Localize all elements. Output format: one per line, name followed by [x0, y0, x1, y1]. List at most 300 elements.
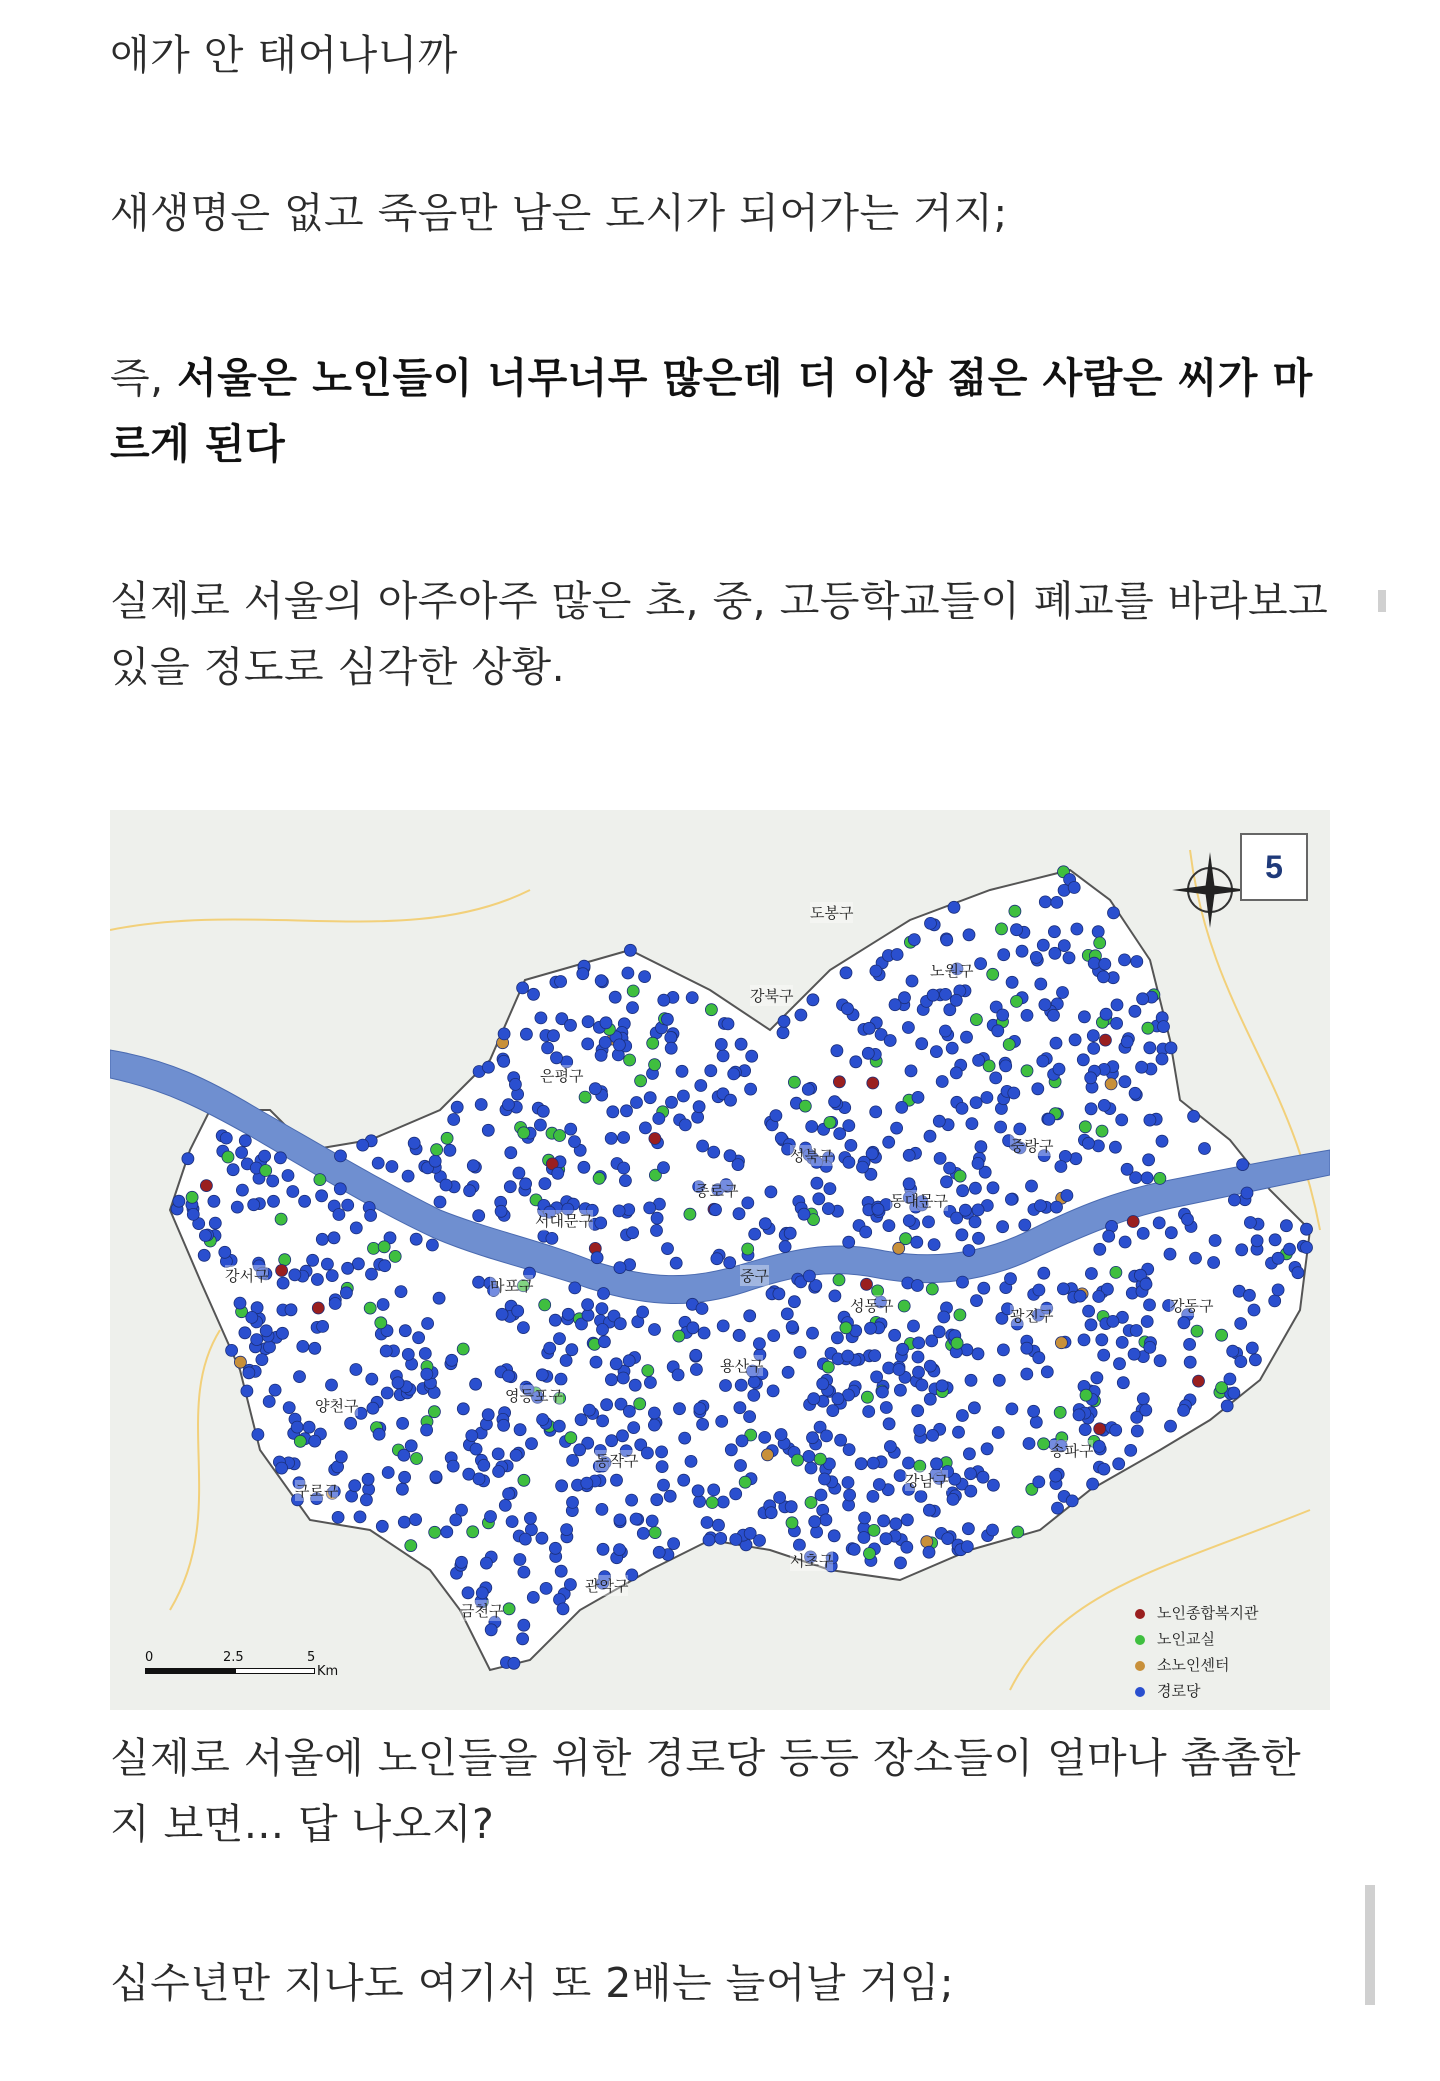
facility-dot — [1057, 987, 1069, 999]
facility-dot — [1269, 1234, 1281, 1246]
facility-dot — [1292, 1267, 1304, 1279]
facility-dot — [495, 1205, 507, 1217]
facility-dot — [434, 1196, 446, 1208]
facility-dot — [382, 1467, 394, 1479]
facility-dot — [1114, 1358, 1126, 1370]
facility-dot — [690, 1364, 702, 1376]
legend-item-senior-hall — [1135, 1678, 1258, 1704]
facility-dot — [1301, 1223, 1313, 1235]
facility-dot — [1117, 1377, 1129, 1389]
facility-dot — [728, 1068, 740, 1080]
facility-dot — [1058, 940, 1070, 952]
facility-dot — [263, 1396, 275, 1408]
facility-dot — [1136, 1061, 1148, 1073]
facility-dot — [713, 1519, 725, 1531]
facility-dot — [933, 1115, 945, 1127]
facility-dot — [590, 1356, 602, 1368]
facility-dot — [649, 1059, 661, 1071]
facility-dot — [665, 1042, 677, 1054]
facility-dot — [236, 1147, 248, 1159]
facility-dot — [936, 1076, 948, 1088]
facility-dot — [1142, 1022, 1154, 1034]
facility-dot — [708, 1146, 720, 1158]
facility-dot — [665, 1032, 677, 1044]
facility-dot — [326, 1379, 338, 1391]
paragraph-1: 애가 안 태어나니까 — [110, 31, 458, 79]
facility-dot — [1235, 1356, 1247, 1368]
facility-dot — [963, 1245, 975, 1257]
facility-dot — [402, 1170, 414, 1182]
facility-dot — [239, 1135, 251, 1147]
facility-dot — [941, 934, 953, 946]
facility-dot — [840, 967, 852, 979]
facility-dot — [1244, 1217, 1256, 1229]
facility-dot — [473, 1473, 485, 1485]
facility-dot — [938, 1311, 950, 1323]
facility-dot — [1272, 1284, 1284, 1296]
facility-dot — [762, 1449, 774, 1461]
facility-dot — [711, 1253, 723, 1265]
facility-dot — [833, 1076, 845, 1088]
facility-dot — [715, 1532, 727, 1544]
facility-dot — [1137, 1227, 1149, 1239]
facility-dot — [536, 1369, 548, 1381]
facility-dot — [431, 1144, 443, 1156]
facility-dot — [345, 1417, 357, 1429]
paragraph-5: 실제로 서울에 노인들을 위한 경로당 등등 장소들이 얼마나 촘촘한지 보면... 답 나오지? — [110, 1734, 1302, 1848]
facility-dot — [901, 1541, 913, 1553]
facility-dot — [1043, 1113, 1055, 1125]
facility-dot — [858, 1532, 870, 1544]
paragraph-3-prefix: 즉, — [110, 354, 178, 402]
facility-dot — [639, 971, 651, 983]
facility-dot — [219, 1246, 231, 1258]
facility-dot — [553, 1420, 565, 1432]
facility-dot — [1269, 1295, 1281, 1307]
facility-dot — [350, 1222, 362, 1234]
facility-dot — [1079, 1121, 1091, 1133]
facility-dot — [605, 1374, 617, 1386]
facility-dot — [1103, 1230, 1115, 1242]
facility-dot — [798, 1208, 810, 1220]
facility-dot — [316, 1233, 328, 1245]
facility-dot — [1063, 952, 1075, 964]
facility-dot — [362, 1473, 374, 1485]
facility-dot — [912, 1091, 924, 1103]
facility-dot — [277, 1277, 289, 1289]
facility-dot — [578, 1161, 590, 1173]
facility-dot — [482, 1061, 494, 1073]
facility-dot — [1116, 1114, 1128, 1126]
facility-dot — [873, 1479, 885, 1491]
facility-dot — [913, 1337, 925, 1349]
facility-dot — [519, 1533, 531, 1545]
facility-dot — [623, 1355, 635, 1367]
facility-dot — [248, 1199, 260, 1211]
facility-dot — [831, 1332, 843, 1344]
facility-dot — [862, 1047, 874, 1059]
facility-dot — [649, 1527, 661, 1539]
facility-dot — [784, 1227, 796, 1239]
facility-dot — [534, 1119, 546, 1131]
facility-dot — [539, 1299, 551, 1311]
facility-dot — [198, 1249, 210, 1261]
facility-dot — [413, 1332, 425, 1344]
facility-dot — [375, 1317, 387, 1329]
facility-dot — [963, 1448, 975, 1460]
facility-dot — [1113, 1458, 1125, 1470]
facility-dot — [220, 1132, 232, 1144]
facility-dot — [222, 1151, 234, 1163]
facility-dot — [405, 1440, 417, 1452]
facility-dot — [560, 1355, 572, 1367]
facility-dot — [1227, 1345, 1239, 1357]
facility-dot — [686, 992, 698, 1004]
facility-dot — [513, 1167, 525, 1179]
facility-dot — [754, 1535, 766, 1547]
facility-dot — [1087, 1030, 1099, 1042]
facility-dot — [951, 1337, 963, 1349]
facility-dot — [291, 1421, 303, 1433]
facility-dot — [1093, 1440, 1105, 1452]
facility-dot — [367, 1402, 379, 1414]
facility-dot — [759, 1431, 771, 1443]
facility-dot — [969, 1216, 981, 1228]
facility-dot — [972, 1157, 984, 1169]
facility-dot — [973, 1054, 985, 1066]
facility-dot — [912, 1351, 924, 1363]
facility-dot — [234, 1356, 246, 1368]
facility-dot — [883, 1136, 895, 1148]
facility-dot — [824, 1117, 836, 1129]
facility-dot — [868, 1524, 880, 1536]
facility-dot — [939, 1025, 951, 1037]
facility-dot — [889, 1329, 901, 1341]
facility-dot — [969, 1182, 981, 1194]
facility-dot — [597, 1324, 609, 1336]
facility-dot — [456, 1556, 468, 1568]
facility-dot — [1050, 1470, 1062, 1482]
facility-dot — [329, 1298, 341, 1310]
facility-dot — [1014, 1123, 1026, 1135]
facility-dot — [614, 1514, 626, 1526]
facility-dot — [597, 1543, 609, 1555]
facility-dot — [685, 1455, 697, 1467]
facility-dot — [1165, 1420, 1177, 1432]
facility-dot — [505, 1147, 517, 1159]
facility-dot — [617, 1430, 629, 1442]
facility-dot — [684, 1208, 696, 1220]
facility-dot — [1051, 1201, 1063, 1213]
facility-dot — [677, 1090, 689, 1102]
facility-dot — [510, 1449, 522, 1461]
facility-dot — [898, 1300, 910, 1312]
facility-dot — [630, 1513, 642, 1525]
facility-dot — [457, 1403, 469, 1415]
facility-dot — [911, 1236, 923, 1248]
facility-dot — [860, 1226, 872, 1238]
facility-dot — [637, 1527, 649, 1539]
facility-dot — [913, 1366, 925, 1378]
facility-dot — [357, 1139, 369, 1151]
facility-dot — [517, 982, 529, 994]
facility-dot — [1182, 1213, 1194, 1225]
facility-dot — [696, 1303, 708, 1315]
legend-item-senior-class — [1135, 1626, 1258, 1652]
facility-dot — [1228, 1194, 1240, 1206]
facility-dot — [581, 1477, 593, 1489]
facility-dot — [1105, 1078, 1117, 1090]
facility-dot — [903, 1178, 915, 1190]
facility-dot — [1037, 1055, 1049, 1067]
facility-dot — [611, 1474, 623, 1486]
facility-dot — [915, 1490, 927, 1502]
facility-dot — [1130, 1172, 1142, 1184]
facility-dot — [668, 1538, 680, 1550]
facility-dot — [842, 1003, 854, 1015]
facility-dot — [779, 1241, 791, 1253]
legend-item-welfare-center — [1135, 1600, 1258, 1626]
facility-dot — [781, 1308, 793, 1320]
facility-dot — [1111, 1017, 1123, 1029]
facility-dot — [309, 1342, 321, 1354]
facility-dot — [957, 1185, 969, 1197]
facility-dot — [662, 1243, 674, 1255]
orange-dot-icon — [1135, 1661, 1145, 1671]
facility-dot — [350, 1364, 362, 1376]
facility-dot — [792, 1454, 804, 1466]
seoul-senior-facility-map — [110, 810, 1330, 1710]
facility-dot — [182, 1153, 194, 1165]
facility-dot — [809, 1516, 821, 1528]
facility-dot — [239, 1327, 251, 1339]
facility-dot — [947, 1493, 959, 1505]
facility-dot — [996, 923, 1008, 935]
facility-dot — [1099, 1034, 1111, 1046]
facility-dot — [720, 1380, 732, 1392]
facility-dot — [884, 1035, 896, 1047]
facility-dot — [867, 1457, 879, 1469]
facility-dot — [1005, 1273, 1017, 1285]
facility-dot — [552, 1167, 564, 1179]
facility-dot — [1144, 1042, 1156, 1054]
facility-dot — [1033, 1284, 1045, 1296]
facility-dot — [990, 1072, 1002, 1084]
facility-dot — [1021, 1065, 1033, 1077]
facility-dot — [473, 1210, 485, 1222]
facility-dot — [1221, 1400, 1233, 1412]
facility-dot — [724, 1257, 736, 1269]
district-label-songpa: 송파구 — [1050, 1442, 1094, 1460]
facility-dot — [600, 1017, 612, 1029]
facility-dot — [733, 1208, 745, 1220]
facility-dot — [1100, 1008, 1112, 1020]
facility-dot — [821, 1430, 833, 1442]
facility-dot — [1088, 957, 1100, 969]
facility-dot — [891, 949, 903, 961]
facility-dot — [624, 1054, 636, 1066]
facility-dot — [1068, 882, 1080, 894]
facility-dot — [526, 1438, 538, 1450]
facility-dot — [648, 1407, 660, 1419]
facility-dot — [333, 1209, 345, 1221]
facility-dot — [629, 1379, 641, 1391]
facility-dot — [1237, 1159, 1249, 1171]
facility-dot — [537, 1105, 549, 1117]
facility-dot — [850, 1056, 862, 1068]
facility-dot — [405, 1540, 417, 1552]
facility-dot — [644, 1377, 656, 1389]
district-label-seocho: 서초구 — [790, 1552, 834, 1570]
facility-dot — [828, 1530, 840, 1542]
facility-dot — [398, 1516, 410, 1528]
facility-dot — [186, 1191, 198, 1203]
facility-dot — [1131, 956, 1143, 968]
facility-dot — [246, 1311, 258, 1323]
facility-dot — [311, 1274, 323, 1286]
facility-dot — [402, 1348, 414, 1360]
facility-dot — [703, 1534, 715, 1546]
facility-dot — [546, 1232, 558, 1244]
facility-dot — [1003, 1039, 1015, 1051]
facility-dot — [1030, 951, 1042, 963]
facility-dot — [1107, 1315, 1119, 1327]
facility-dot — [786, 1517, 798, 1529]
facility-dot — [1051, 896, 1063, 908]
facility-dot — [259, 1150, 271, 1162]
facility-dot — [961, 1541, 973, 1553]
facility-dot — [1098, 1099, 1110, 1111]
facility-dot — [962, 1523, 974, 1535]
facility-dot — [544, 1342, 556, 1354]
facility-dot — [332, 1511, 344, 1523]
facility-dot — [1144, 1341, 1156, 1353]
facility-dot — [1096, 1125, 1108, 1137]
facility-dot — [806, 1121, 818, 1133]
facility-dot — [870, 965, 882, 977]
facility-dot — [1121, 1036, 1133, 1048]
facility-dot — [730, 1534, 742, 1546]
facility-dot — [992, 1427, 1004, 1439]
facility-dot — [1033, 1476, 1045, 1488]
facility-dot — [778, 1015, 790, 1027]
facility-dot — [927, 1429, 939, 1441]
facility-dot — [1224, 1373, 1236, 1385]
facility-dot — [365, 1210, 377, 1222]
facility-dot — [914, 1424, 926, 1436]
facility-dot — [606, 1435, 618, 1447]
facility-dot — [878, 1515, 890, 1527]
facility-dot — [537, 1414, 549, 1426]
facility-dot — [861, 1278, 873, 1290]
facility-dot — [891, 1122, 903, 1134]
facility-dot — [965, 1374, 977, 1386]
facility-dot — [777, 1027, 789, 1039]
facility-dot — [1243, 1289, 1255, 1301]
facility-dot — [340, 1287, 352, 1299]
facility-dot — [478, 1459, 490, 1471]
facility-dot — [1251, 1235, 1263, 1247]
facility-dot — [676, 1065, 688, 1077]
facility-dot — [813, 1193, 825, 1205]
facility-dot — [863, 1406, 875, 1418]
facility-dot — [948, 901, 960, 913]
facility-dot — [565, 1123, 577, 1135]
compass-icon — [1170, 850, 1250, 930]
facility-dot — [820, 1514, 832, 1526]
facility-dot — [814, 1453, 826, 1465]
facility-dot — [243, 1367, 255, 1379]
facility-dot — [805, 1462, 817, 1474]
facility-dot — [269, 1384, 281, 1396]
facility-dot — [692, 1111, 704, 1123]
facility-dot — [641, 1447, 653, 1459]
facility-dot — [373, 1428, 385, 1440]
facility-dot — [613, 1205, 625, 1217]
facility-dot — [842, 1350, 854, 1362]
facility-dot — [618, 1132, 630, 1144]
facility-dot — [1178, 1317, 1190, 1329]
facility-dot — [485, 1624, 497, 1636]
facility-dot — [993, 1374, 1005, 1386]
facility-dot — [880, 1533, 892, 1545]
facility-dot — [1109, 1141, 1121, 1153]
facility-dot — [421, 1368, 433, 1380]
facility-dot — [970, 1014, 982, 1026]
facility-dot — [672, 1369, 684, 1381]
scale-tick-0: 0 — [145, 1650, 154, 1665]
facility-dot — [386, 1161, 398, 1173]
facility-dot — [965, 1485, 977, 1497]
facility-dot — [1141, 1172, 1153, 1184]
facility-dot — [942, 1533, 954, 1545]
facility-dot — [627, 985, 639, 997]
facility-dot — [429, 1526, 441, 1538]
facility-dot — [591, 1252, 603, 1264]
facility-dot — [981, 1443, 993, 1455]
facility-dot — [921, 1536, 933, 1548]
facility-dot — [381, 1387, 393, 1399]
paragraph-4: 실제로 서울의 아주아주 많은 초, 중, 고등학교들이 폐교를 바라보고 있을 정도로 심각한 상황. — [110, 577, 1329, 691]
facility-dot — [309, 1435, 321, 1447]
facility-dot — [397, 1417, 409, 1429]
facility-dot — [601, 1399, 613, 1411]
facility-dot — [1054, 1406, 1066, 1418]
facility-dot — [1208, 1257, 1220, 1269]
facility-dot — [520, 1178, 532, 1190]
facility-dot — [911, 1280, 923, 1292]
facility-dot — [1164, 1248, 1176, 1260]
facility-dot — [1035, 978, 1047, 990]
facility-dot — [276, 1462, 288, 1474]
facility-dot — [1188, 1110, 1200, 1122]
facility-dot — [1039, 896, 1051, 908]
facility-dot — [844, 1489, 856, 1501]
facility-dot — [1094, 1423, 1106, 1435]
facility-dot — [679, 1432, 691, 1444]
facility-dot — [622, 967, 634, 979]
facility-dot — [1011, 924, 1023, 936]
facility-dot — [753, 1338, 765, 1350]
facility-dot — [876, 1386, 888, 1398]
facility-dot — [548, 1030, 560, 1042]
facility-dot — [1048, 926, 1060, 938]
facility-dot — [748, 1389, 760, 1401]
facility-dot — [1085, 1268, 1097, 1280]
facility-dot — [567, 1496, 579, 1508]
facility-dot — [208, 1195, 220, 1207]
facility-dot — [231, 1201, 243, 1213]
